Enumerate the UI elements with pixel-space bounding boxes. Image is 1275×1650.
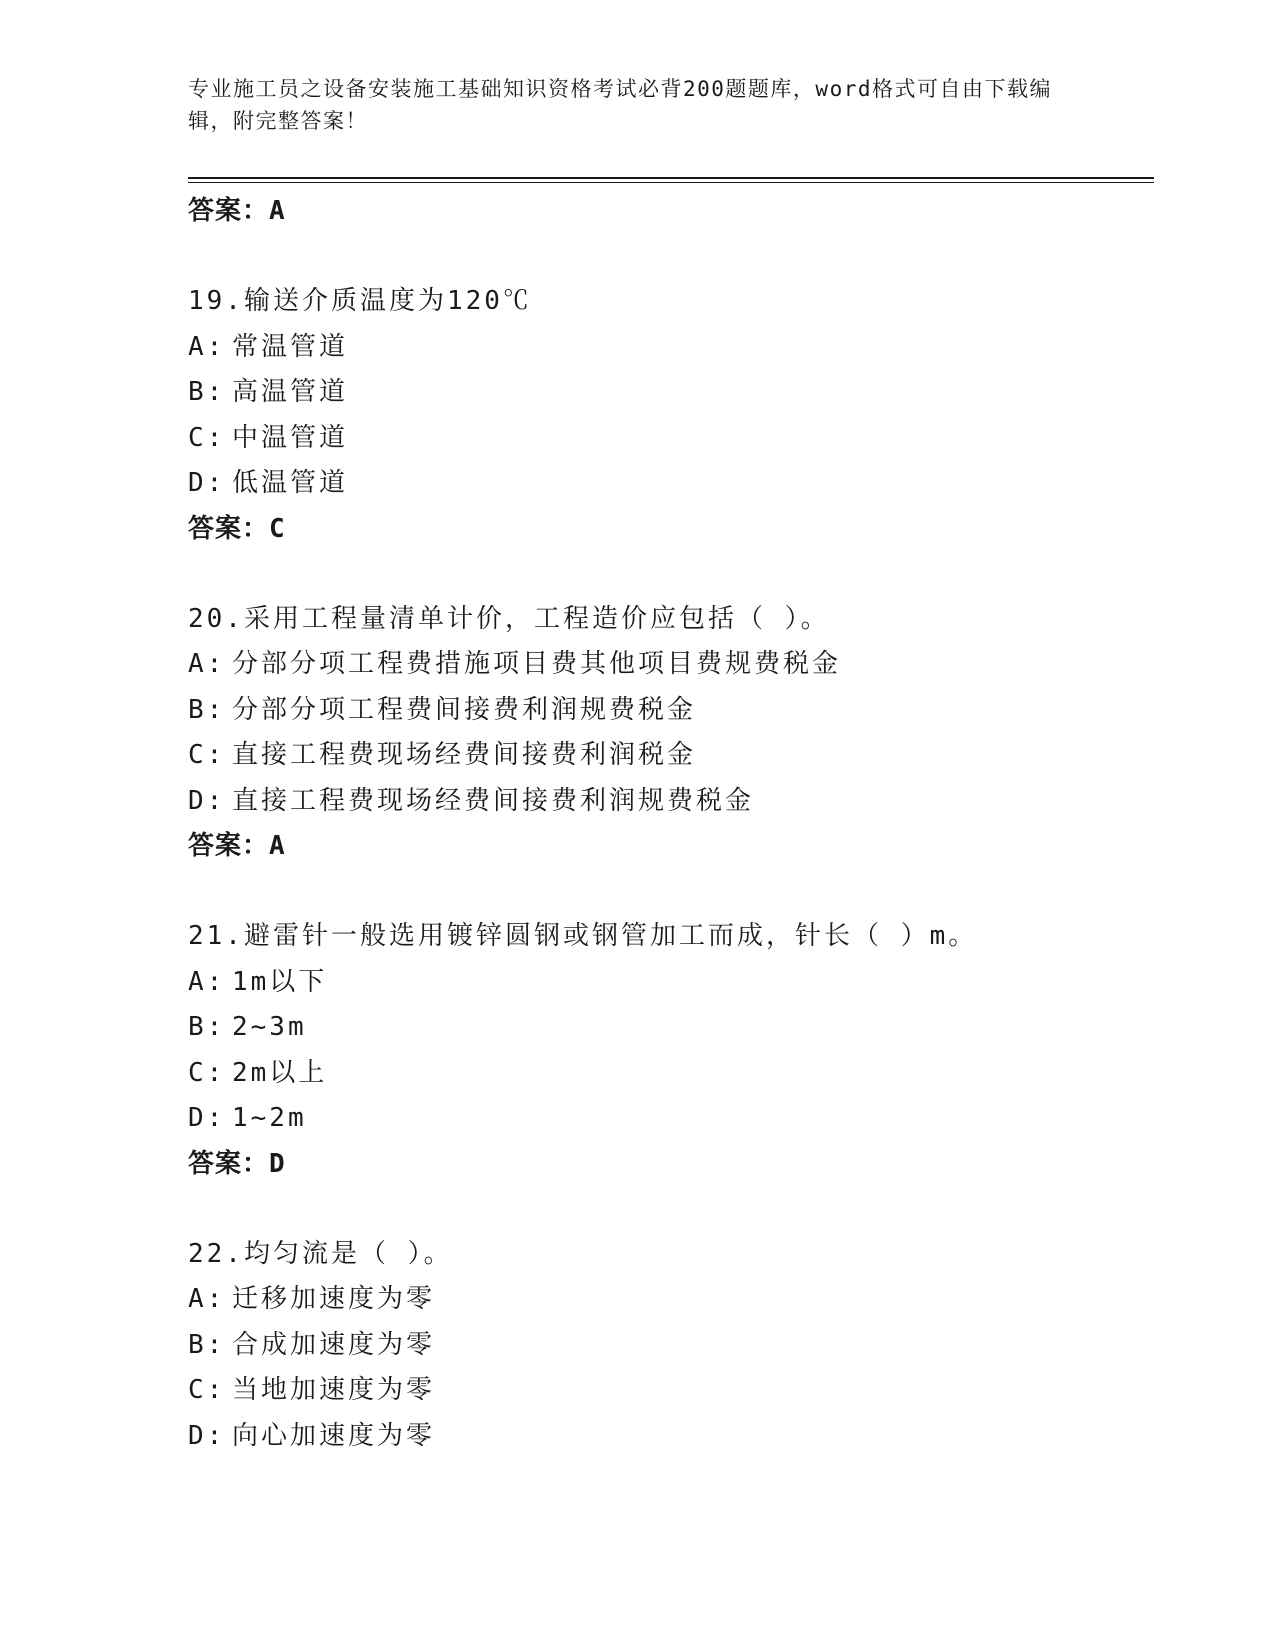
answer-line: 答案：D <box>188 1148 286 1179</box>
option-c <box>188 733 1148 779</box>
option-key: C: <box>188 1057 226 1088</box>
option-key: C: <box>188 1375 226 1405</box>
option-d <box>188 1414 1148 1460</box>
option-b <box>188 688 1148 734</box>
option-d <box>188 779 1148 825</box>
answer-value: A <box>269 196 286 226</box>
option-key: D: <box>188 785 226 816</box>
option-text: 合成加速度为零 <box>232 1329 436 1360</box>
question-stem: 19.输送介质温度为120℃ <box>188 286 532 316</box>
answer-line: 答案：C <box>188 513 286 544</box>
option-c <box>188 1051 1148 1097</box>
option-text: 分部分项工程费措施项目费其他项目费规费税金 <box>232 649 842 679</box>
spacer <box>188 552 1148 597</box>
option-text: 2m以上 <box>232 1057 328 1088</box>
question-list <box>188 189 1148 1459</box>
option-key: C: <box>188 422 226 453</box>
option-d <box>188 1096 1148 1142</box>
option-a <box>188 1277 1148 1323</box>
option-text: 高温管道 <box>232 377 349 407</box>
option-key: D: <box>188 468 226 498</box>
question-stem: 21.避雷针一般选用镀锌圆钢或钢管加工而成，针长（ ）m。 <box>188 921 978 951</box>
question-block <box>188 279 1148 552</box>
question-block <box>188 597 1148 870</box>
answer-line <box>188 189 1148 234</box>
question-stem: 22.均匀流是（ ）。 <box>188 1238 453 1269</box>
option-key: B: <box>188 377 226 407</box>
option-c <box>188 1368 1148 1414</box>
option-key: D: <box>188 1103 226 1133</box>
option-text: 直接工程费现场经费间接费利润税金 <box>232 740 697 770</box>
spacer <box>188 1187 1148 1232</box>
option-key: A: <box>188 649 226 679</box>
header-divider-thick <box>188 177 1154 179</box>
option-a <box>188 325 1148 371</box>
answer-label: 答案： <box>188 196 270 226</box>
option-a <box>188 642 1148 688</box>
option-key: A: <box>188 966 226 997</box>
spacer <box>188 234 1148 279</box>
header-divider-thin <box>188 182 1154 183</box>
option-b <box>188 370 1148 416</box>
question-block <box>188 914 1148 1187</box>
option-key: B: <box>188 1012 226 1042</box>
option-key: D: <box>188 1420 226 1451</box>
option-text: 直接工程费现场经费间接费利润规费税金 <box>232 785 755 816</box>
question-stem: 20.采用工程量清单计价，工程造价应包括（ ）。 <box>188 603 830 634</box>
option-text: 1m以下 <box>232 966 328 997</box>
option-text: 1~2m <box>232 1103 307 1133</box>
option-key: C: <box>188 740 226 770</box>
option-text: 分部分项工程费间接费利润规费税金 <box>232 694 697 725</box>
option-text: 2~3m <box>232 1012 307 1042</box>
option-key: A: <box>188 331 226 362</box>
option-text: 常温管道 <box>232 331 349 362</box>
option-c <box>188 416 1148 462</box>
page-header <box>188 73 1068 137</box>
option-key: B: <box>188 694 226 725</box>
option-text: 迁移加速度为零 <box>232 1284 436 1314</box>
option-text: 低温管道 <box>232 468 349 498</box>
answer-line: 答案：A <box>188 831 286 861</box>
option-b <box>188 1005 1148 1051</box>
spacer <box>188 869 1148 914</box>
option-b <box>188 1323 1148 1369</box>
option-a <box>188 960 1148 1006</box>
option-key: A: <box>188 1284 226 1314</box>
option-text: 向心加速度为零 <box>232 1420 436 1451</box>
option-key: B: <box>188 1329 226 1360</box>
question-block <box>188 1232 1148 1460</box>
option-d <box>188 461 1148 507</box>
option-text: 当地加速度为零 <box>232 1375 436 1405</box>
option-text: 中温管道 <box>232 422 349 453</box>
document-title: 专业施工员之设备安装施工基础知识资格考试必背200题题库，word格式可自由下载编辑，附完整答案！ <box>188 77 1052 133</box>
